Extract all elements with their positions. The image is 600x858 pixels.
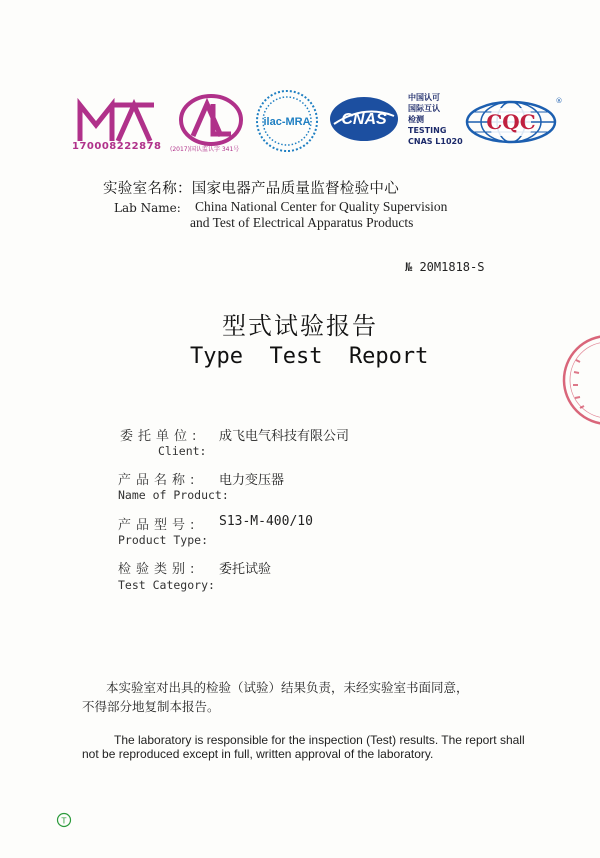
product-name-label-cn: 产品名称:: [118, 473, 200, 488]
notice-cn-line1: 本实验室对出具的检验（试验）结果负责，未经实验室书面同意，: [106, 680, 469, 695]
ilac-mra-logo: [254, 88, 320, 154]
notice-en-line2: not be reproduced except in full, written approval of the laboratory.: [82, 747, 434, 761]
notice-cn-line2: 不得部分地复制本报告。: [82, 699, 220, 714]
test-category-value: 委托试验: [219, 562, 272, 577]
product-type-value: S13-M-400/10: [219, 514, 313, 529]
cnas-line: 国际互认: [408, 104, 440, 113]
cnas-line: 检测: [408, 115, 424, 124]
cqc-logo: [463, 96, 563, 144]
notice-en-line1: The laboratory is responsible for the inspection (Test) results. The report shall: [114, 733, 525, 747]
cal-logo: [177, 92, 245, 152]
test-category-label-en: Test Category:: [118, 578, 215, 592]
cqc-logo-text: CQC: [486, 110, 536, 134]
cnas-logo-text: CNAS: [341, 111, 387, 128]
cnas-line: TESTING: [408, 126, 447, 135]
lab-name-en-label: Lab Name:: [114, 201, 181, 215]
cma-number: 170008222878: [72, 141, 162, 152]
cnas-logo: [328, 94, 400, 144]
product-type-label-en: Product Type:: [118, 533, 209, 547]
product-name-label-en: Name of Product:: [118, 488, 229, 502]
lab-name-cn: 实验室名称：国家电器产品质量监督检验中心: [103, 181, 399, 197]
test-category-label-cn: 检验类别:: [118, 562, 200, 577]
product-type-label-cn: 产品型号:: [118, 518, 200, 533]
cnas-line: CNAS L1020: [408, 137, 463, 146]
cal-number: (2017)国认监认字 341号: [170, 146, 240, 153]
lab-name-en-line1: China National Center for Quality Supervision: [195, 199, 448, 214]
cnas-line: 中国认可: [408, 93, 440, 102]
product-name-value: 电力变压器: [219, 473, 285, 488]
red-seal-stamp: [560, 330, 600, 430]
registered-mark: ®: [555, 97, 563, 105]
client-label-cn: 委托单位:: [120, 429, 202, 444]
title-en: Type Test Report: [190, 344, 429, 369]
lab-name-en-line2: and Test of Electrical Apparatus Products: [190, 215, 414, 230]
client-label-en: Client:: [158, 444, 207, 458]
client-value: 成飞电气科技有限公司: [219, 429, 350, 444]
trademark-circle-icon: [56, 812, 72, 828]
svg-text:T: T: [61, 816, 67, 826]
report-number: № 20M1818-S: [405, 260, 485, 274]
ilac-mra-logo-text: ilac-MRA: [263, 116, 311, 128]
title-cn: 型式试验报告: [222, 312, 378, 340]
